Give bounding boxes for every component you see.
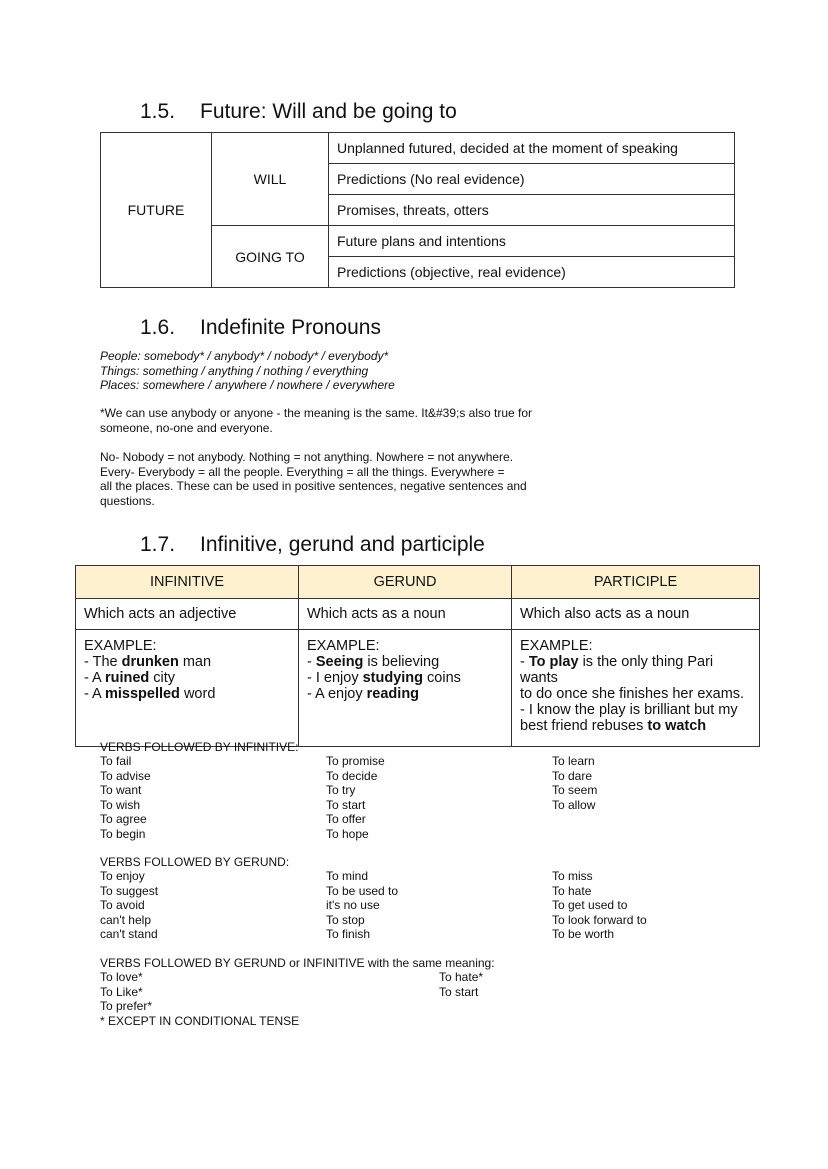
examples-gerund: [299, 630, 512, 747]
acts-gerund: Which acts as a noun: [299, 599, 512, 630]
example-line: best friend rebuses to watch: [520, 718, 707, 734]
verb-item: To start: [326, 797, 366, 812]
verb-item: To be used to: [326, 883, 399, 898]
verb-item: To promise: [326, 754, 385, 768]
verbs-both-col2: [439, 970, 483, 999]
verb-item: To advise: [100, 768, 151, 783]
example-line: - I enjoy studying coins: [307, 670, 461, 686]
section-number: 1.5.: [140, 100, 176, 123]
verb-item: can't stand: [100, 927, 158, 941]
verb-item: To look forward to: [552, 912, 647, 927]
section-title: Future: Will and be going to: [200, 100, 457, 123]
paragraph-line: all the places. These can be used in positive sentences, negative sentences and: [100, 479, 527, 493]
note-line: *We can use anybody or anyone - the meaning is the same. It&#39;s also true for: [100, 406, 533, 420]
verbs-gerund-col3: [552, 869, 647, 942]
verbs-infinitive-label: VERBS FOLLOWED BY INFINITIVE:: [100, 740, 299, 754]
verb-item: To avoid: [100, 898, 145, 912]
example-line: - I know the play is brilliant but my: [520, 702, 738, 718]
verb-item: it's no use: [326, 898, 380, 912]
verb-item: To decide: [326, 768, 378, 783]
verb-item: To Like*: [100, 984, 143, 999]
verbs-infinitive-col2: [326, 754, 385, 841]
example-line: - A ruined city: [84, 670, 176, 686]
note-line: someone, no-one and everyone.: [100, 420, 273, 435]
future-table: [100, 132, 735, 288]
going-to-use: Predictions (objective, real evidence): [329, 257, 735, 288]
verb-item: To want: [100, 783, 142, 797]
pronoun-line: Things: something / anything / nothing / everything: [100, 363, 369, 378]
verb-item: To mind: [326, 869, 369, 883]
section-heading-pronouns: [140, 316, 381, 340]
example-line: - To play is the only thing Pari wants: [520, 654, 714, 686]
verb-item: To hate*: [439, 970, 484, 984]
verb-item: To allow: [552, 797, 596, 812]
verb-item: To offer: [326, 812, 366, 826]
pronoun-line: Places: somewhere / anywhere / nowhere / everywhere: [100, 378, 395, 392]
paragraph-line: questions.: [100, 493, 155, 508]
will-cell: WILL: [212, 133, 329, 226]
verb-item: To fail: [100, 754, 132, 768]
verb-item: To love*: [100, 970, 143, 984]
will-use: Predictions (No real evidence): [329, 164, 735, 195]
verb-item: To begin: [100, 826, 146, 841]
footnote: * EXCEPT IN CONDITIONAL TENSE: [100, 1013, 300, 1028]
verbs-gerund-label: VERBS FOLLOWED BY GERUND:: [100, 855, 290, 869]
pronoun-list: [100, 349, 395, 393]
verb-item: To try: [326, 783, 356, 797]
verb-item: To stop: [326, 912, 365, 927]
verbs-both-col1: [100, 970, 299, 1028]
verb-item: To dare: [552, 768, 593, 783]
verbs-infinitive-col3: [552, 754, 597, 812]
verb-item: To start: [439, 984, 479, 999]
will-use: Promises, threats, otters: [329, 195, 735, 226]
example-label: EXAMPLE:: [520, 638, 593, 654]
verbs-infinitive-col1: [100, 754, 151, 841]
verb-item: To learn: [552, 754, 595, 768]
verb-item: To agree: [100, 812, 147, 826]
paragraph-line: No- Nobody = not anybody. Nothing = not anything. Nowhere = not anywhere.: [100, 450, 514, 464]
verb-item: To enjoy: [100, 869, 145, 883]
verb-item: can't help: [100, 912, 151, 927]
verb-item: To hope: [326, 826, 369, 841]
examples-infinitive: [76, 630, 299, 747]
verb-item: To suggest: [100, 883, 159, 898]
examples-participle: [512, 630, 760, 747]
future-cell: FUTURE: [101, 133, 212, 288]
paragraph-line: Every- Everybody = all the people. Everything = all the things. Everywhere =: [100, 464, 505, 479]
section-title: Infinitive, gerund and participle: [200, 533, 485, 556]
pronoun-line: People: somebody* / anybody* / nobody* / everybody*: [100, 349, 389, 363]
example-line: - A enjoy reading: [307, 686, 420, 702]
pronoun-paragraph: [100, 450, 527, 508]
section-heading-future: [140, 100, 457, 124]
verb-item: To wish: [100, 797, 141, 812]
section-number: 1.7.: [140, 533, 176, 556]
header-infinitive: INFINITIVE: [76, 566, 299, 599]
verb-item: To seem: [552, 783, 598, 797]
verb-item: To hate: [552, 883, 592, 898]
will-use: Unplanned futured, decided at the moment of speaking: [329, 133, 735, 164]
section-number: 1.6.: [140, 316, 176, 339]
example-line: - Seeing is believing: [307, 654, 440, 670]
verbs-gerund-col1: [100, 869, 158, 942]
header-gerund: GERUND: [299, 566, 512, 599]
acts-participle: Which also acts as a noun: [512, 599, 760, 630]
pronoun-note: [100, 406, 532, 435]
verb-item: To get used to: [552, 898, 628, 912]
verb-item: To prefer*: [100, 999, 153, 1013]
verb-item: To miss: [552, 869, 593, 883]
acts-infinitive: Which acts an adjective: [76, 599, 299, 630]
example-label: EXAMPLE:: [84, 638, 157, 654]
example-line: - A misspelled word: [84, 686, 216, 702]
verb-item: To finish: [326, 927, 371, 941]
going-to-cell: GOING TO: [212, 226, 329, 288]
section-heading-infinitive: [140, 533, 485, 557]
infinitive-gerund-participle-table: [75, 565, 760, 747]
verbs-gerund-col2: [326, 869, 398, 942]
verbs-both-label: VERBS FOLLOWED BY GERUND or INFINITIVE with the same meaning:: [100, 956, 495, 970]
section-title: Indefinite Pronouns: [200, 316, 381, 339]
example-line: to do once she finishes her exams.: [520, 686, 745, 702]
going-to-use: Future plans and intentions: [329, 226, 735, 257]
example-line: - The drunken man: [84, 654, 212, 670]
verb-item: To be worth: [552, 927, 615, 941]
example-label: EXAMPLE:: [307, 638, 380, 654]
header-participle: PARTICIPLE: [512, 566, 760, 599]
